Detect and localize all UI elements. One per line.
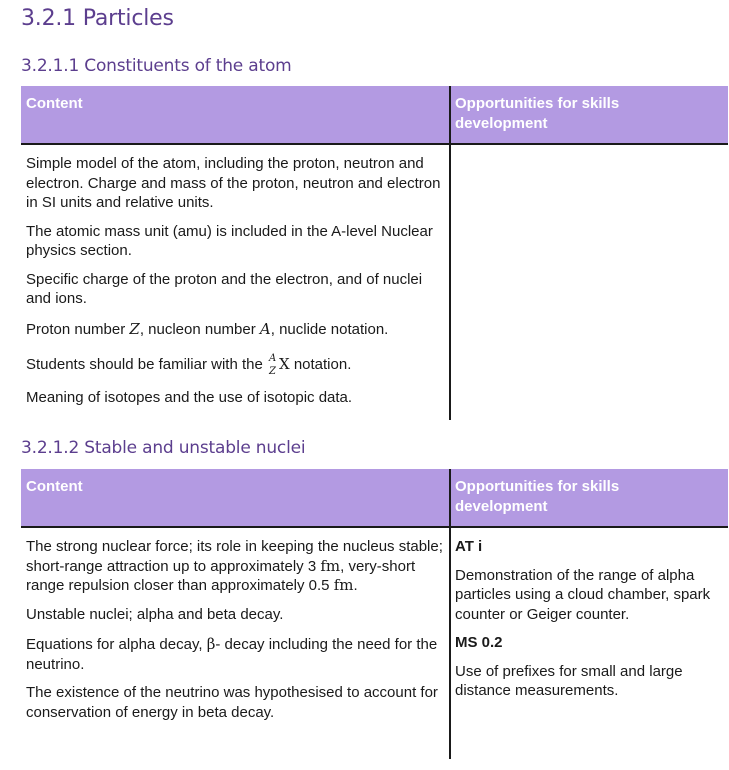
- header-content: Content: [26, 478, 83, 495]
- subsection-title-nuclei: 3.2.1.2 Stable and unstable nuclei: [21, 438, 306, 458]
- skill-text: Demonstration of the range of alpha particles using a cloud chamber, spark counter or Geiger counter.: [455, 566, 711, 623]
- content-column: [26, 537, 446, 731]
- subsection-title-constituents: 3.2.1.1 Constituents of the atom: [21, 56, 292, 76]
- constituents-table: [21, 86, 728, 420]
- table-header: [21, 469, 728, 528]
- skill-label: AT i: [455, 538, 483, 555]
- content-paragraph: Specific charge of the proton and the electron, and of nuclei and ions.: [26, 270, 423, 307]
- skill-label: MS 0.2: [455, 634, 503, 651]
- header-skills: Opportunities for skills development: [455, 478, 620, 515]
- content-paragraph: The strong nuclear force; its role in keeping the nucleus stable; short-range attraction up to approximately 3 fm, very-short range repulsion closer than approximately 0.5 fm.: [26, 538, 443, 594]
- header-content: Content: [26, 95, 83, 112]
- content-column: [26, 154, 446, 416]
- nuclei-table: [21, 469, 728, 759]
- column-divider: [449, 469, 451, 759]
- content-paragraph: Simple model of the atom, including the proton, neutron and electron. Charge and mass of the proton, neutron and electron in SI units and relative units.: [26, 155, 441, 211]
- nuclide-notation: A Z: [268, 353, 277, 377]
- skill-text: Use of prefixes for small and large distance measurements.: [455, 662, 683, 699]
- content-paragraph: Proton number Z, nucleon number A, nuclide notation.: [26, 319, 389, 338]
- header-skills: Opportunities for skills development: [455, 95, 620, 132]
- content-paragraph: The existence of the neutrino was hypothesised to account for conservation of energy in beta decay.: [26, 684, 438, 721]
- table-header: [21, 86, 728, 145]
- content-paragraph: Meaning of isotopes and the use of isotopic data.: [26, 388, 353, 406]
- section-title: 3.2.1 Particles: [21, 6, 174, 31]
- content-paragraph: The atomic mass unit (amu) is included in the A-level Nuclear physics section.: [26, 222, 433, 259]
- content-paragraph: Students should be familiar with the A Z X notation.: [26, 353, 352, 377]
- content-paragraph: Unstable nuclei; alpha and beta decay.: [26, 605, 284, 623]
- content-paragraph: Equations for alpha decay, β- decay including the need for the neutrino.: [26, 635, 438, 673]
- skills-column: [455, 537, 725, 710]
- column-divider: [449, 86, 451, 420]
